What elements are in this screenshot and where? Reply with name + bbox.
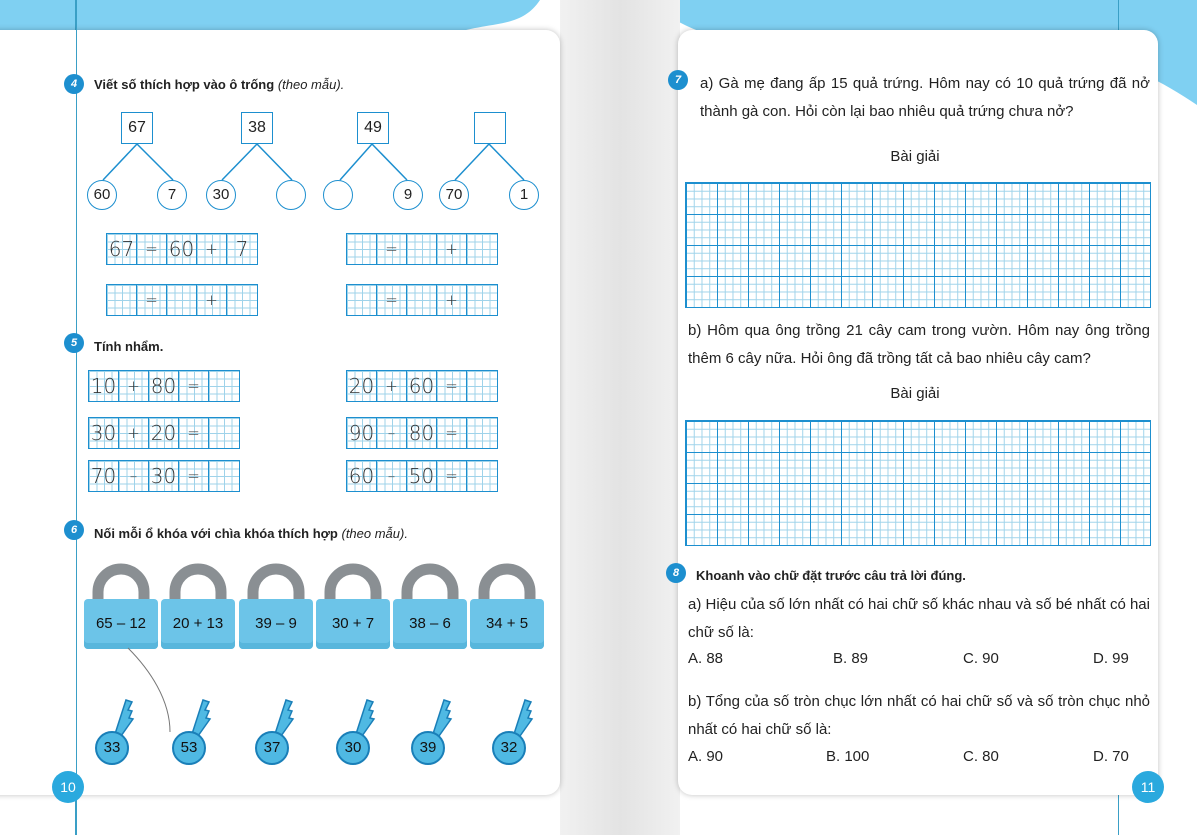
exercise-8b-text: b) Tổng của số tròn chục lớn nhất có hai chữ số và số tròn chục nhỏ nhất có hai chữ số là: [688,693,1150,738]
lock-6[interactable]: 34 + 5 [470,599,544,649]
grid-cell: 70 [89,461,119,491]
option-8a-B[interactable]: B. 89 [833,650,869,667]
grid-cell: 50 [407,461,437,491]
grid-cell: 20 [347,371,377,401]
grid-cell: 67 [107,234,137,264]
grid-cell: 30 [89,418,119,448]
answer-cell[interactable] [209,461,239,491]
grid-cell: + [197,234,227,264]
grid-cell: 80 [149,371,179,401]
key-4[interactable]: 30 [336,731,370,765]
grid-cell: = [437,371,467,401]
grid-cell: + [437,234,467,264]
exercise-6-badge: 6 [64,520,84,540]
tree-2-top: 38 [241,112,273,144]
key-3[interactable]: 37 [255,731,289,765]
tree-1-right: 7 [157,180,187,210]
ex4-row-1 [106,233,258,265]
exercise-4-note: (theo mẫu). [277,77,345,92]
ex4-row-3[interactable] [106,284,258,316]
answer-cell[interactable] [467,371,497,401]
exercise-7a-text: a) Gà mẹ đang ấp 15 quả trứng. Hôm nay có 10 quả trứng đã nở thành gà con. Hỏi còn lại bao nhiêu quả trứng chưa nở? [700,75,1150,120]
tree-2-right-blank[interactable] [276,180,306,210]
ex5-row-6[interactable] [346,460,498,492]
ex5-row-1[interactable] [88,370,240,402]
grid-cell[interactable] [167,285,197,315]
option-8b-B[interactable]: B. 100 [826,748,870,765]
key-5[interactable]: 39 [411,731,445,765]
key-1[interactable]: 33 [95,731,129,765]
ex4-row-4[interactable] [346,284,498,316]
grid-cell[interactable] [347,234,377,264]
answer-grid-a[interactable] [685,182,1151,308]
lock-5[interactable]: 38 – 6 [393,599,467,649]
exercise-5-title: Tính nhẩm. [94,339,164,354]
grid-cell: = [437,418,467,448]
exercise-7b-text: b) Hôm qua ông trồng 21 cây cam trong vườn. Hôm nay ông trồng thêm 6 cây nữa. Hỏi ông đã trồng tất cả bao nhiêu cây cam? [688,322,1150,367]
ex5-row-2[interactable] [346,370,498,402]
lock-1[interactable]: 65 – 12 [84,599,158,649]
solution-label-b: Bài giải [890,385,940,402]
answer-cell[interactable] [467,418,497,448]
grid-cell: – [377,461,407,491]
grid-cell: = [377,234,407,264]
grid-cell: + [197,285,227,315]
tree-4-right: 1 [509,180,539,210]
key-6[interactable]: 32 [492,731,526,765]
option-8b-D[interactable]: D. 70 [1093,748,1129,765]
key-2[interactable]: 53 [172,731,206,765]
grid-cell: = [377,285,407,315]
lock-2[interactable]: 20 + 13 [161,599,235,649]
grid-cell: = [179,461,209,491]
grid-cell: = [179,418,209,448]
tree-4-top-blank[interactable] [474,112,506,144]
ex4-row-2[interactable] [346,233,498,265]
answer-cell[interactable] [209,418,239,448]
grid-cell: 60 [167,234,197,264]
tree-3-right: 9 [393,180,423,210]
option-8a-A[interactable]: A. 88 [688,650,724,667]
grid-cell: 20 [149,418,179,448]
tree-1-top: 67 [121,112,153,144]
exercise-4-title: Viết số thích hợp vào ô trống [94,77,275,92]
tree-3-left-blank[interactable] [323,180,353,210]
answer-grid-b[interactable] [685,420,1151,546]
exercise-8-title: Khoanh vào chữ đặt trước câu trả lời đúng. [696,568,966,583]
ex5-row-5[interactable] [88,460,240,492]
tree-4-left: 70 [439,180,469,210]
answer-cell[interactable] [467,461,497,491]
exercise-6-heading [94,526,408,541]
grid-cell[interactable] [107,285,137,315]
grid-cell: + [119,371,149,401]
answer-cell[interactable] [209,371,239,401]
option-8a-C[interactable]: C. 90 [963,650,999,667]
page-number-right: 11 [1132,771,1164,803]
exercise-4-badge: 4 [64,74,84,94]
solution-label-a: Bài giải [890,148,940,165]
exercise-6-note: (theo mẫu). [341,526,408,541]
grid-cell: = [437,461,467,491]
grid-cell: 80 [407,418,437,448]
exercise-8a-text: a) Hiệu của số lớn nhất có hai chữ số khác nhau và số bé nhất có hai chữ số là: [688,596,1150,641]
exercise-6-title: Nối mỗi ổ khóa với chìa khóa thích hợp [94,526,338,541]
grid-cell: + [437,285,467,315]
tree-2-left: 30 [206,180,236,210]
grid-cell[interactable] [467,285,497,315]
option-8a-D[interactable]: D. 99 [1093,650,1129,667]
exercise-8-badge: 8 [666,563,686,583]
option-8b-C[interactable]: C. 80 [963,748,999,765]
ex5-row-3[interactable] [88,417,240,449]
grid-cell: + [377,371,407,401]
ex5-row-4[interactable] [346,417,498,449]
grid-cell[interactable] [467,234,497,264]
option-8b-A[interactable]: A. 90 [688,748,724,765]
grid-cell: 60 [347,461,377,491]
grid-cell: 90 [347,418,377,448]
exercise-7-badge: 7 [668,70,688,90]
grid-cell[interactable] [227,285,257,315]
grid-cell[interactable] [407,285,437,315]
tree-3-top: 49 [357,112,389,144]
grid-cell: 10 [89,371,119,401]
lock-4[interactable]: 30 + 7 [316,599,390,649]
grid-cell: – [119,461,149,491]
exercise-5-badge: 5 [64,333,84,353]
grid-cell[interactable] [347,285,377,315]
grid-cell: – [377,418,407,448]
grid-cell: + [119,418,149,448]
grid-cell: = [137,285,167,315]
grid-cell[interactable] [407,234,437,264]
grid-cell: 60 [407,371,437,401]
lock-3[interactable]: 39 – 9 [239,599,313,649]
grid-cell: 7 [227,234,257,264]
page-number-left: 10 [52,771,84,803]
grid-cell: 30 [149,461,179,491]
grid-cell: = [179,371,209,401]
tree-1-left: 60 [87,180,117,210]
grid-cell: = [137,234,167,264]
